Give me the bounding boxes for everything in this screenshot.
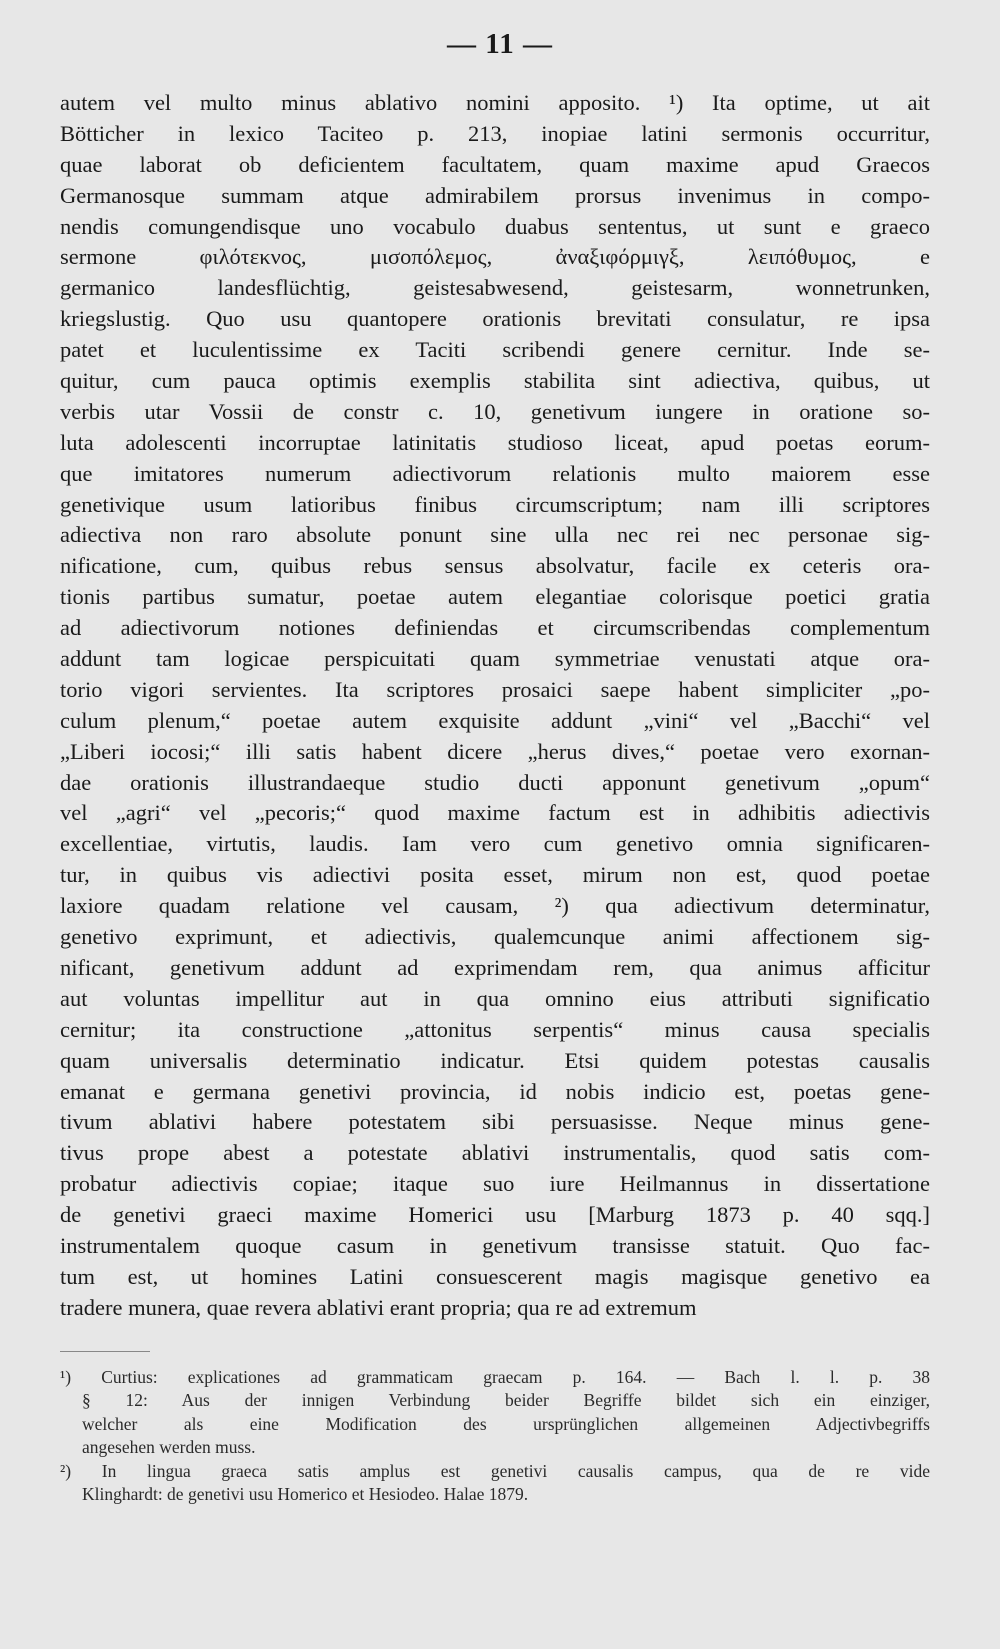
footnote-line: angesehen werden muss. bbox=[82, 1437, 256, 1458]
text-line: sermone φιλότεκνος, μισοπόλεμος, ἀναξιφόρμιγξ, λειπόθυμος, e bbox=[60, 244, 930, 270]
text-line: verbis utar Vossii de constr c. 10, genetivum iungere in oratione so- bbox=[60, 398, 930, 424]
text-line: adiectiva non raro absolute ponunt sine ulla nec rei nec personae sig- bbox=[60, 522, 930, 548]
text-line: tum est, ut homines Latini consuescerent magis magisque genetivo ea bbox=[60, 1263, 930, 1289]
text-line: quam universalis determinatio indicatur. Etsi quidem potestas causalis bbox=[60, 1047, 930, 1073]
text-line: instrumentalem quoque casum in genetivum transisse statuit. Quo fac- bbox=[60, 1232, 930, 1258]
text-line: luta adolescenti incorruptae latinitatis studioso liceat, apud poetas eorum- bbox=[60, 429, 930, 455]
text-line: cernitur; ita constructione „attonitus serpentis“ minus causa specialis bbox=[60, 1016, 930, 1042]
text-line: nificant, genetivum addunt ad exprimendam rem, qua animus afficitur bbox=[60, 954, 930, 980]
footnote-line: ²) In lingua graeca satis amplus est genetivi causalis campus, qua de re vide bbox=[60, 1460, 930, 1481]
text-line: quitur, cum pauca optimis exemplis stabilita sint adiectiva, quibus, ut bbox=[60, 368, 930, 394]
text-line: Bötticher in lexico Taciteo p. 213, inopiae latini sermonis occurritur, bbox=[60, 120, 930, 146]
text-line: nificatione, cum, quibus rebus sensus absolvatur, facile ex ceteris ora- bbox=[60, 553, 930, 579]
page-number: — 11 — bbox=[447, 28, 553, 60]
footnotes bbox=[60, 1366, 930, 1506]
text-line: dae orationis illustrandaeque studio ducti apponunt genetivum „opum“ bbox=[60, 769, 930, 795]
text-line: kriegslustig. Quo usu quantopere orationis brevitati consulatur, re ipsa bbox=[60, 306, 930, 332]
text-line: emanat e germana genetivi provincia, id nobis indicio est, poetas gene- bbox=[60, 1078, 930, 1104]
text-line: tivum ablativi habere potestatem sibi persuasisse. Neque minus gene- bbox=[60, 1109, 930, 1135]
text-line: „Liberi iocosi;“ illi satis habent dicere „herus dives,“ poetae vero exornan- bbox=[60, 738, 930, 764]
text-line: excellentiae, virtutis, laudis. Iam vero cum genetivo omnia significaren- bbox=[60, 831, 930, 857]
text-line: tivus prope abest a potestate ablativi instrumentalis, quod satis com- bbox=[60, 1140, 930, 1166]
text-line: tradere munera, quae revera ablativi erant propria; qua re ad extremum bbox=[60, 1294, 697, 1320]
text-line: autem vel multo minus ablativo nomini apposito. ¹) Ita optime, ut ait bbox=[60, 90, 930, 115]
text-line: addunt tam logicae perspicuitati quam symmetriae venustati atque ora- bbox=[60, 646, 930, 672]
text-line: probatur adiectivis copiae; itaque suo iure Heilmannus in dissertatione bbox=[60, 1171, 930, 1197]
text-line: vel „agri“ vel „pecoris;“ quod maxime factum est in adhibitis adiectivis bbox=[60, 800, 930, 826]
text-line: ad adiectivorum notiones definiendas et circumscribendas complementum bbox=[60, 615, 930, 641]
text-line: culum plenum,“ poetae autem exquisite addunt „vini“ vel „Bacchi“ vel bbox=[60, 707, 930, 733]
footnote-divider bbox=[60, 1351, 150, 1352]
text-line: de genetivi graeci maxime Homerici usu [Marburg 1873 p. 40 sqq.] bbox=[60, 1202, 930, 1228]
text-line: torio vigori servientes. Ita scriptores prosaici saepe habent simpliciter „po- bbox=[60, 676, 930, 702]
text-line: Germanosque summam atque admirabilem prorsus invenimus in compo- bbox=[60, 182, 930, 208]
footnote-line: ¹) Curtius: explicationes ad grammaticam graecam p. 164. — Bach l. l. p. 38 bbox=[60, 1367, 930, 1387]
text-line: que imitatores numerum adiectivorum relationis multo maiorem esse bbox=[60, 460, 930, 486]
main-text bbox=[60, 88, 930, 1324]
text-line: genetivique usum latioribus finibus circumscriptum; nam illi scriptores bbox=[60, 491, 930, 517]
text-line: patet et luculentissime ex Taciti scribendi genere cernitur. Inde se- bbox=[60, 337, 930, 363]
text-line: tionis partibus sumatur, poetae autem elegantiae colorisque poetici gratia bbox=[60, 584, 930, 610]
text-line: nendis comungendisque uno vocabulo duabus sententus, ut sunt e graeco bbox=[60, 213, 930, 239]
footnote-line: § 12: Aus der innigen Verbindung beider Begriffe bildet sich ein einziger, bbox=[82, 1390, 930, 1411]
text-line: aut voluntas impellitur aut in qua omnino eius attributi significatio bbox=[60, 985, 930, 1011]
text-line: germanico landesflüchtig, geistesabwesend, geistesarm, wonnetrunken, bbox=[60, 275, 930, 301]
text-line: quae laborat ob deficientem facultatem, quam maxime apud Graecos bbox=[60, 151, 930, 177]
text-line: tur, in quibus vis adiectivi posita esset, mirum non est, quod poetae bbox=[60, 862, 930, 888]
footnote-line: welcher als eine Modification des ursprünglichen allgemeinen Adjectivbegriffs bbox=[82, 1413, 930, 1434]
footnote-line: Klinghardt: de genetivi usu Homerico et Hesiodeo. Halae 1879. bbox=[82, 1483, 529, 1504]
text-line: genetivo exprimunt, et adiectivis, qualemcunque animi affectionem sig- bbox=[60, 924, 930, 950]
text-line: laxiore quadam relatione vel causam, ²) qua adiectivum determinatur, bbox=[60, 893, 930, 919]
